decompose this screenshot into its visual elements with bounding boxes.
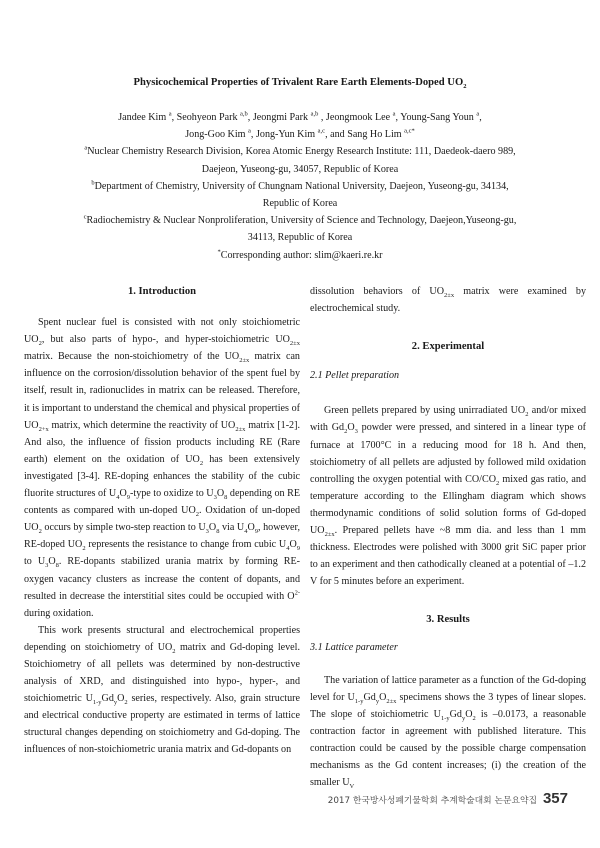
- section-heading-introduction: 1. Introduction: [127, 286, 197, 297]
- corresponding-author: *Corresponding author: slim@kaeri.re.kr: [217, 248, 383, 261]
- intro-paragraph-1: Spent nuclear fuel is consisted with not only stoichiometric $UO_2$, but also parts of hypo-, and hyper-stoichiometric $UO_{2\pm x}$ matrix. Because the non-stoichiometry of the $UO_{2\pm x}$ matrix can influence on the corrosion/dissolution behavior of the spent fuel by itself, result in, radionuclides in matrix can be released. Therefore, it is important to understand the chemical and physical properties of $UO_{2+x}$ matrix, which determine the reactivity of $UO_{2\pm x}$ matrix [1-2]. And also, the influence of fission products including RE (Rare earth) element on the oxidation of $UO_2$ has been extensively investigated [3-4]. RE-doping enhances the stability of the cubic fluorite structures of $U_4O_9$-type to oxidize to $U_3O_8$ depending on RE contents as compared with un-doped $UO_2$. Oxidation of un-doped $UO_2$ occurs by simple two-step reaction to $U_3O_8$ via $U_4O_9$, however, RE-doped $UO_2$ represents the resistance to change from cubic $U_4O_9$ to $U_3O_8$. RE-dopants stabilized urania matrix by forming RE-oxygen vacancy clusters as increase the content of dopants, and resulted in decrease the interstitial sites could be occupied with $O^{2-}$ during oxidation.: [24, 317, 301, 619]
- page-number: 357: [542, 790, 568, 807]
- intro-paragraph-2: This work presents structural and electrochemical properties depending on stoichiometry of $UO_2$ matrix and Gd-doping level. Stoichiometry of all pellets was determined by non-destructive analysis of XRD, and distinguished into hypo-, hyper-, and stoichiometric $U_{1-y}Gd_yO_2$ series, respectively. Also, grain structure and electrical conductive property are estimated in terms of lattice structural changes depending on stoichiometry and Gd-doping. The influences of non-stoichiometric urania matrix and Gd-dopants on: [24, 624, 300, 756]
- footer-proceedings-title: 2017 한국방사성폐기물학회 추계학술대회 논문요약집: [327, 796, 537, 806]
- section-heading-results: 3. Results: [426, 614, 470, 626]
- authors-line-1: Jandee Kim $^a$, Seohyeon Park $^{a,b}$, Jeongmi Park $^{a,b}$ , Jeongmook Lee $^a$, Young-Sang Youn $^a$,: [118, 110, 482, 123]
- paper-title: Physicochemical Properties of Trivalent Rare Earth Elements-Doped $UO_2$: [133, 77, 467, 91]
- affiliation-c: $^c$Radiochemistry & Nuclear Nonproliferation, University of Science and Technology, Daejeon,Yuseong-gu, 34113, Republic of Korea: [83, 213, 517, 244]
- authors-line-2: Jong-Goo Kim $^a$, Jong-Yun Kim $^{a,c}$, and Sang Ho Lim $^{a,c*}$: [185, 127, 415, 141]
- affiliation-b: $^b$Department of Chemistry, University of Chungnam National University, Daejeon, Yuseong-gu, 34134, Republic of Korea: [91, 179, 509, 210]
- affiliation-a: $^a$Nuclear Chemistry Research Division, Korea Atomic Energy Research Institute: 111, Daedeok-daero 989, Daejeon, Yuseong-gu, 34057, Republic of Korea: [84, 145, 516, 175]
- section-heading-experimental: 2. Experimental: [411, 341, 485, 353]
- author-list: [60, 109, 540, 264]
- intro-paragraph-2-continued: dissolution behaviors of $UO_{2\pm x}$ matrix were examined by electrochemical study.: [310, 286, 587, 315]
- subsection-heading-lattice: 3.1 Lattice parameter: [310, 641, 398, 653]
- experimental-paragraph: Green pellets prepared by using unirradiated $UO_2$ and/or mixed with $Gd_2O_3$ powder were pressed, and sintered in a linear type of furnace at 1700°C in a reducing mood for 18 h. And then, stoichiometry of all pellets are adjusted by followed mild oxidation controlling the oxygen potential with $CO/CO_2$ mixed gas ratio, and temperature according to the Ellingham diagram which shows thermodynamic conditions of solid solution forms of Gd-doped $UO_{2\pm x}$. Prepared pellets have ~8 mm dia. and less than 1 mm thickness. Electrodes were polished with 3000 grit SiC paper prior to an experiment and then cathodically cleaned at a potential of –1.2 V for 5 minutes before an experiment.: [310, 405, 586, 588]
- left-column: [24, 283, 300, 759]
- results-paragraph: The variation of lattice parameter as a function of the Gd-doping level for $U_{1-y}Gd_yO_{2\pm x}$ specimens shows the 3 types of linear slopes. The slope of stoichiometric $U_{1-y}Gd_yO_2$ is –0.0173, a reasonable contraction factor in agreement with published literature. This contraction could be caused by the possible charge compensation mechanisms as the Gd content increases; (i) the creation of the smaller $U_V$: [310, 674, 586, 791]
- page-footer: [328, 790, 568, 807]
- right-column: [310, 283, 586, 791]
- subsection-heading-pellet: 2.1 Pellet preparation: [310, 370, 400, 382]
